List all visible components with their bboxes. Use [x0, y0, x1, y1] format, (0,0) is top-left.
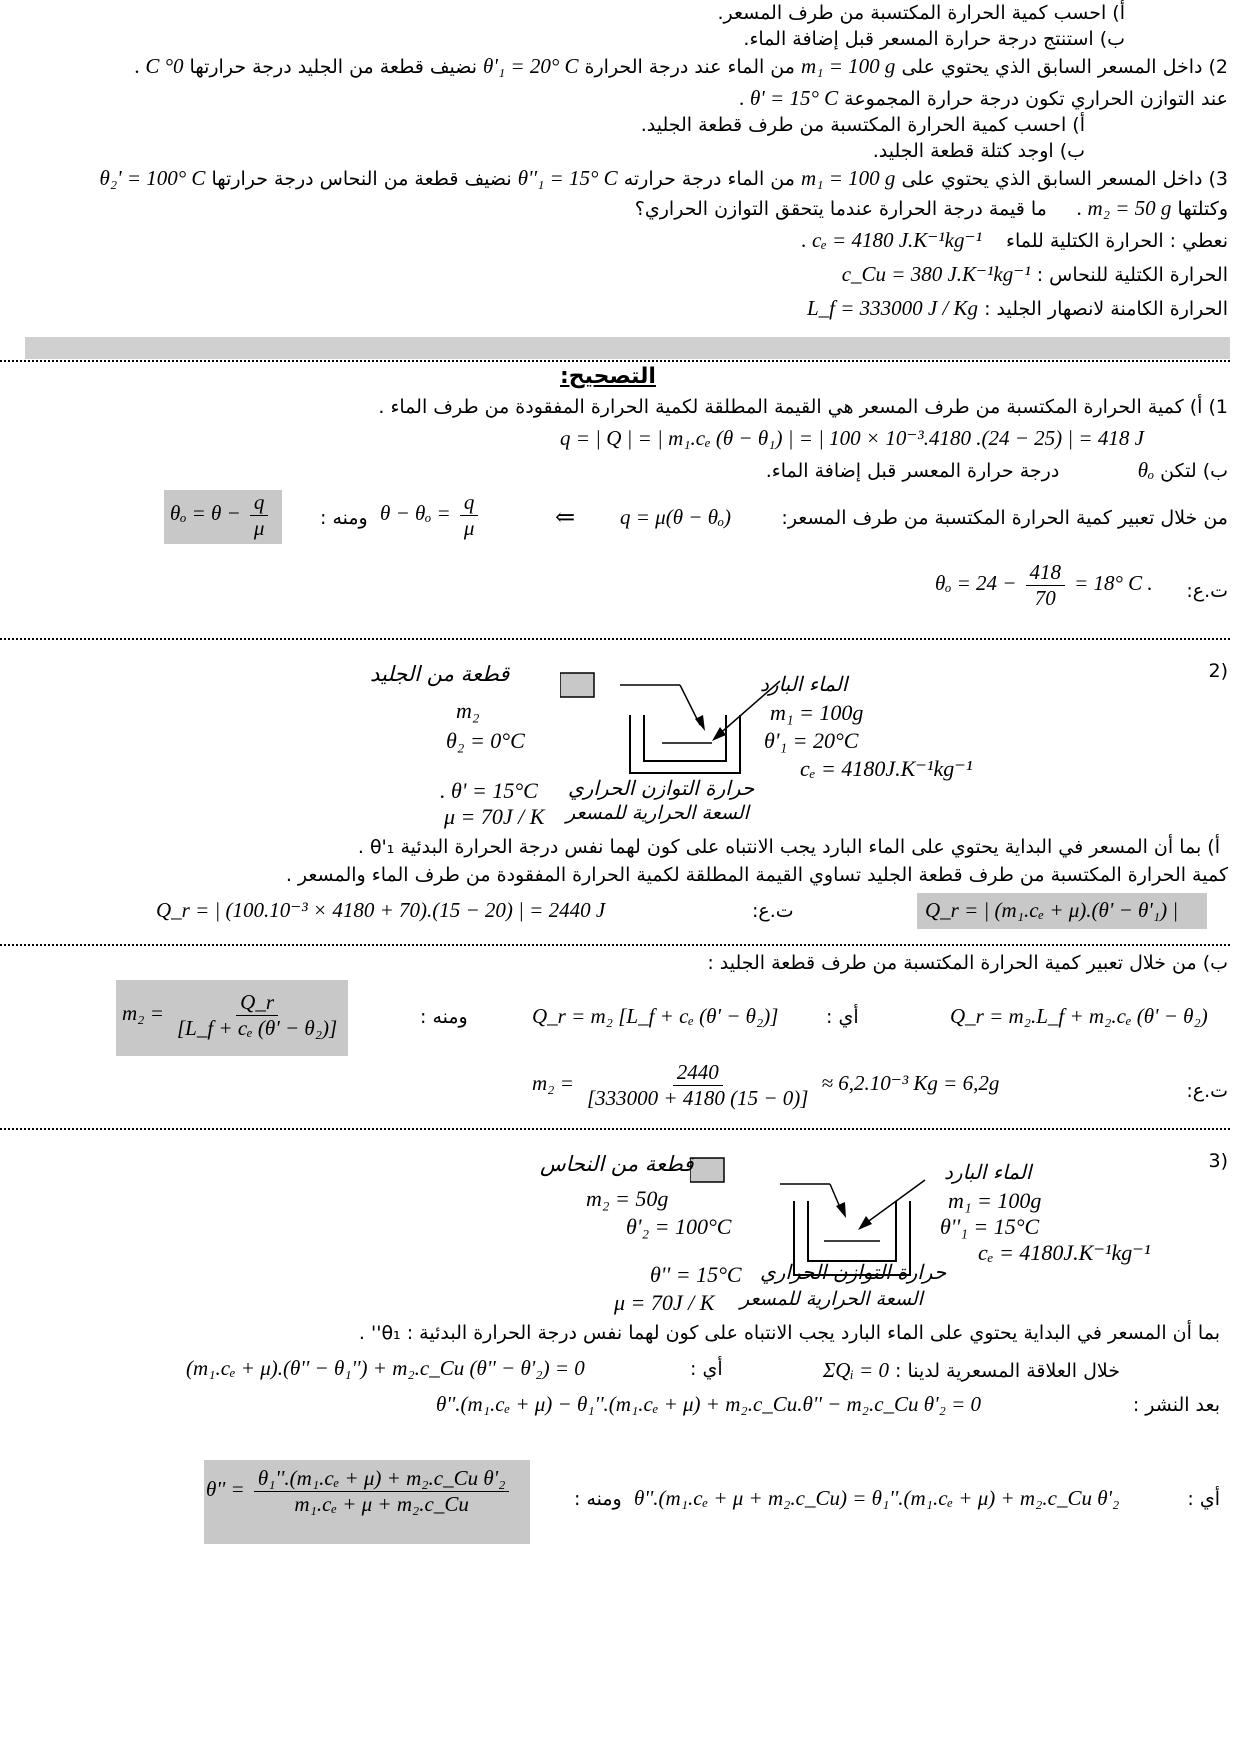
solution-2b-eq1: Q_r = m₂.L_f + m₂.cₑ (θ' − θ₂) [950, 1004, 1208, 1028]
diagram-theta2: θ₂ = 0°C [446, 728, 525, 753]
solution-1b-q-expression: q = μ(θ − θₒ) [620, 505, 731, 529]
diagram3-theta1: θ''₁ = 15°C [940, 1214, 1040, 1239]
solution-2b-text: ب) من خلال تعبير كمية الحرارة المكتسبة من طرف قطعة الجليد : [707, 952, 1228, 974]
solution-1a-equation: q = | Q | = | m₁.cₑ (θ − θ₁) | = | 100 × 10⁻³.4180 .(24 − 25) | = 418 J [560, 426, 1144, 450]
diagram-theta1: θ'₁ = 20°C [764, 728, 859, 753]
cold-water-label: الماء البارد [760, 672, 848, 696]
question-1b: ب) استنتج درجة حرارة المسعر قبل إضافة الماء. [743, 28, 1125, 50]
solution-3-calorimetric-label: خلال العلاقة المسعرية لدينا : ΣQᵢ = 0 [822, 1358, 1120, 1382]
ay-label-4: أي : [1187, 1488, 1220, 1510]
solution-2a-text-2: كمية الحرارة المكتسبة من طرف قطعة الجليد تساوي القيمة المطلقة لكمية الحرارة المفقودة من طرف الماء والمسعر . [285, 864, 1228, 886]
question-2-text: 2) داخل المسعر السابق الذي يحتوي على m₁ = 100 g من الماء عند درجة الحرارة θ'₁ = 20° C نضيف قطعة من الجليد درجة حرارتها 0° C . [134, 54, 1228, 78]
given-water: نعطي : الحرارة الكتلية للماء cₑ = 4180 J.K⁻¹kg⁻¹ . [801, 228, 1228, 252]
solution-1a-text: 1) أ) كمية الحرارة المكتسبة من طرف المسعر هي القيمة المطلقة لكمية الحرارة المفقودة من طرف الماء . [378, 396, 1228, 418]
numeric-label-3: ت.ع: [1186, 1080, 1228, 1102]
diagram3-eq-temp: θ'' = 15°C [650, 1262, 742, 1287]
diagram-eq-label: حرارة التوازن الحراري [568, 776, 755, 800]
numeric-m2: m₂ = $\frac{2440}{[333000 + 4180 (15 - 0)]}$ ≈ 6,2.10⁻³ Kg = 6,2g [532, 1060, 1000, 1110]
ay-label-3: أي : [690, 1358, 723, 1380]
minhu-label-3: ومنه : [574, 1488, 622, 1510]
diagram3-theta2: θ'₂ = 100°C [626, 1214, 732, 1239]
diagram3-m1: m₁ = 100g [948, 1188, 1042, 1213]
solution-3-expanded-eq: θ''.(m₁.cₑ + μ) − θ₁''.(m₁.cₑ + μ) + m₂.c_Cu.θ'' − m₂.c_Cu θ'₂ = 0 [436, 1392, 982, 1416]
copper-piece-label: قطعة من النحاس [540, 1152, 694, 1176]
solution-title: التصحيح: [560, 364, 656, 389]
ice-piece-label: قطعة من الجليد [370, 662, 510, 686]
boxed-qr-formula: Q_r = | (m₁.cₑ + μ).(θ' − θ'₁) | [925, 898, 1179, 922]
copper-block-icon [690, 1158, 724, 1182]
diagram-ce: cₑ = 4180J.K⁻¹kg⁻¹ [800, 756, 973, 781]
boxed-theta-final-formula: θ'' = $\frac{\text{θ₁''.(m₁.cₑ + μ) + m₂.c\_Cu θ'₂}}{\text{m₁.cₑ + μ + m₂.c\_Cu}}$ [206, 1466, 513, 1517]
solution-2a-text: أ) بما أن المسعر في البداية يحتوي على الماء البارد يجب الانتباه على كون لهما نفس درجة الحرارة البدئية θ'₁ . [357, 836, 1220, 858]
solution-3-calorimetric-eq: (m₁.cₑ + μ).(θ'' − θ₁'') + m₂.c_Cu (θ'' − θ'₂) = 0 [186, 1356, 585, 1380]
question-2-equilibrium: عند التوازن الحراري تكون درجة حرارة المجموعة θ' = 15° C . [739, 86, 1228, 110]
numeric-label-1: ت.ع: [1186, 580, 1228, 602]
diagram3-ce: cₑ = 4180J.K⁻¹kg⁻¹ [978, 1240, 1151, 1265]
diagram3-capacity: μ = 70J / K [614, 1290, 715, 1315]
implies-arrow: ⇐ [555, 505, 576, 531]
question-2b: ب) اوجد كتلة قطعة الجليد. [872, 140, 1085, 162]
solution-1b-text: ب) لتكن θₒ درجة حرارة المعسر قبل إضافة الماء. [765, 458, 1228, 482]
question-3-mass: وكتلتها m₂ = 50 g . ما قيمة درجة الحرارة عندما يتحقق التوازن الحراري؟ [634, 196, 1228, 220]
cold-water-label-3: الماء البارد [944, 1160, 1032, 1184]
solution-3-factored-eq: θ''.(m₁.cₑ + μ + m₂.c_Cu) = θ₁''.(m₁.cₑ + μ) + m₂.c_Cu θ'₂ [634, 1486, 1120, 1510]
numeric-theta0: θₒ = 24 − $\frac{418}{70}$ = 18° C . [935, 560, 1153, 610]
dotted-divider [0, 360, 1230, 362]
ay-label: أي : [826, 1006, 859, 1028]
ice-block-icon [560, 673, 594, 697]
diagram-m1: m₁ = 100g [770, 700, 864, 725]
diagram-eq-temp: . θ' = 15°C [440, 778, 538, 803]
section-separator-band [25, 337, 1230, 359]
given-copper: الحرارة الكتلية للنحاس : c_Cu = 380 J.K⁻¹kg⁻¹ [841, 262, 1228, 286]
dotted-divider [0, 638, 1230, 640]
diagram-capacity: μ = 70J / K [444, 804, 545, 829]
wa-minhu-label: ومنه : [320, 507, 368, 529]
after-expansion-label: بعد النشر : [1132, 1394, 1220, 1416]
diagram-m2: m₂ [456, 698, 480, 723]
solution-1b-expression-text: من خلال تعبير كمية الحرارة المكتسبة من طرف المسعر: [781, 507, 1228, 529]
diagram-capacity-label: السعة الحرارية للمسعر [566, 802, 749, 824]
solution-3-text: بما أن المسعر في البداية يحتوي على الماء البارد يجب الانتباه على كون لهما نفس درجة الحرارة البدئية : θ₁'' . [358, 1322, 1220, 1344]
numeric-label-2: ت.ع: [752, 900, 794, 922]
minhu-label-2: ومنه : [420, 1006, 468, 1028]
given-latent: الحرارة الكامنة لانصهار الجليد : L_f = 333000 J / Kg [806, 296, 1228, 320]
part-2-label: (2 [1208, 660, 1228, 682]
solution-2b-eq2: Q_r = m₂ [L_f + cₑ (θ' − θ₂)] [532, 1004, 779, 1028]
solution-2a-numeric: Q_r = | (100.10⁻³ × 4180 + 70).(15 − 20) | = 2440 J [156, 898, 606, 922]
part-3-label: (3 [1208, 1150, 1228, 1172]
boxed-theta0-formula: θₒ = θ − $\frac{q}{\mu}$ [170, 490, 272, 541]
dotted-divider [0, 944, 1230, 946]
dotted-divider [0, 1128, 1230, 1130]
diagram3-m2: m₂ = 50g [586, 1186, 669, 1211]
diagram3-eq-label: حرارة التوازن الحراري [760, 1260, 947, 1284]
solution-1b-difference: θ − θₒ = $\frac{q}{\mu}$ [380, 490, 482, 541]
question-1a: أ) احسب كمية الحرارة المكتسبة من طرف المسعر. [717, 2, 1125, 24]
diagram3-capacity-label: السعة الحرارية للمسعر [740, 1288, 923, 1310]
question-2a: أ) احسب كمية الحرارة المكتسبة من طرف قطعة الجليد. [640, 114, 1085, 136]
question-3-text: 3) داخل المسعر السابق الذي يحتوي على m₁ = 100 g من الماء درجة حرارته θ''₁ = 15° C نضيف قطعة من النحاس درجة حرارتها θ₂' = 100° C [99, 166, 1228, 190]
boxed-m2-formula: m₂ = $\frac{Q\_r}{\text{[L\_f + cₑ (θ' − θ₂)]}}$ [122, 990, 338, 1040]
